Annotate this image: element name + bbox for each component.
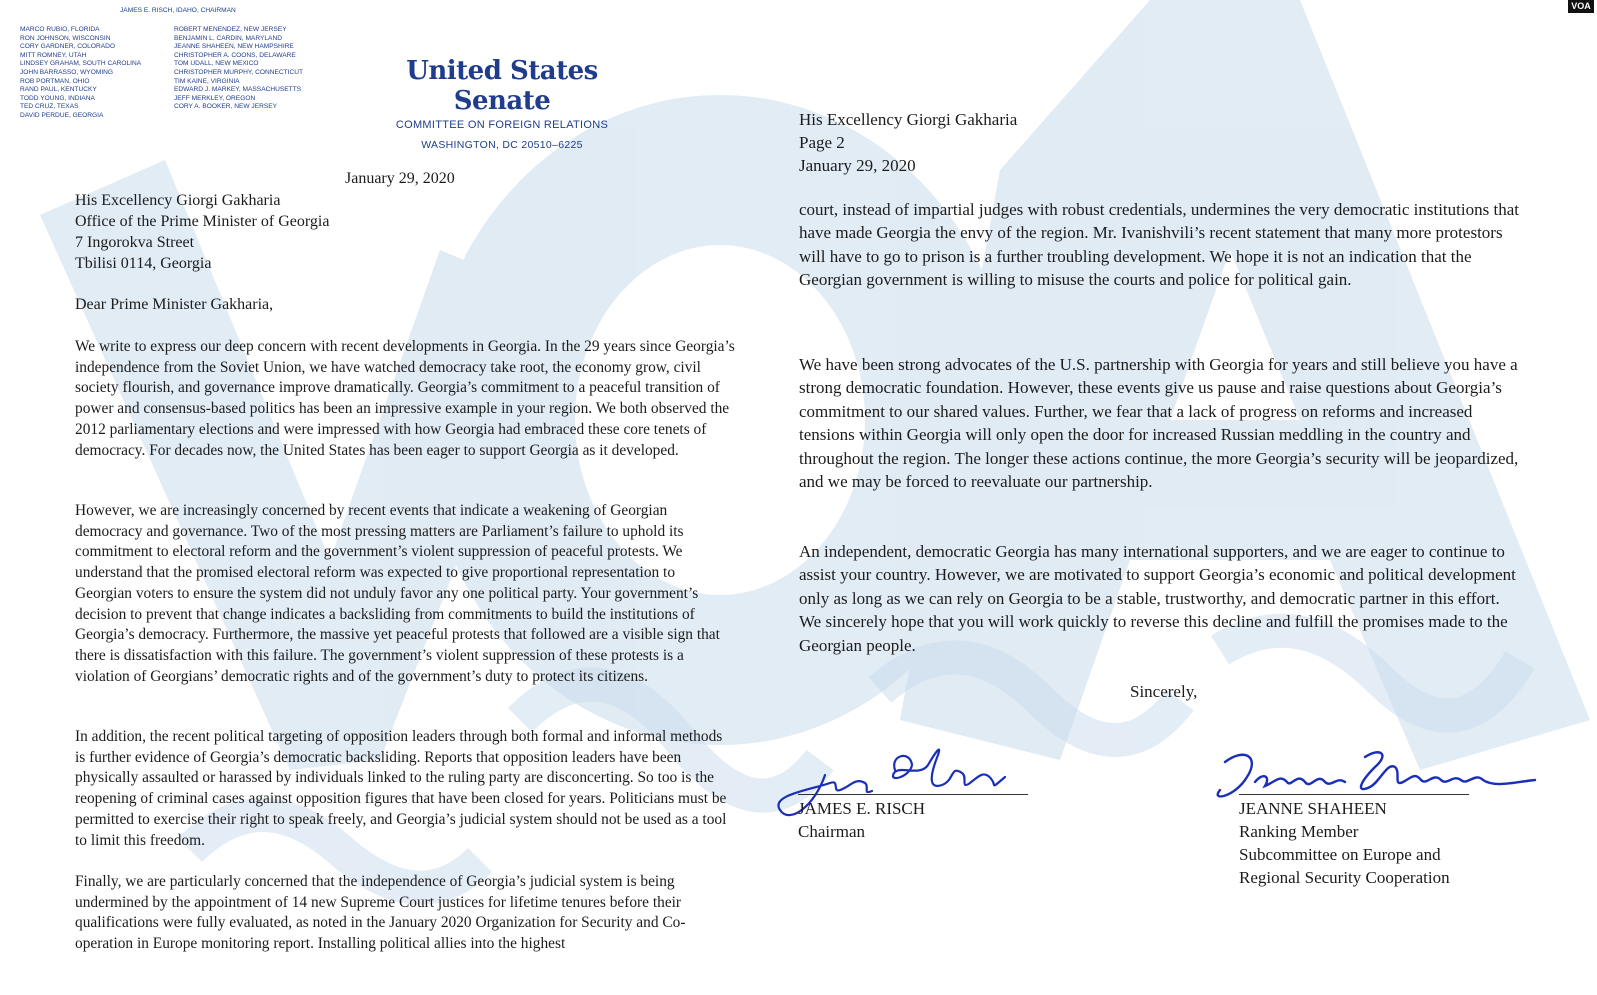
- address-line: 7 Ingorokva Street: [75, 234, 195, 251]
- recipient-address: [75, 190, 329, 274]
- signature-line: [798, 794, 1028, 795]
- letter-page-2: [790, 0, 1597, 995]
- member-name: CHRISTOPHER MURPHY, CONNECTICUT: [174, 68, 304, 76]
- voa-badge: VOA: [1568, 0, 1594, 13]
- header-line: His Excellency Giorgi Gakharia: [799, 110, 1018, 129]
- member-name: DAVID PERDUE, GEORGIA: [20, 111, 104, 119]
- header-line: Page 2: [799, 133, 845, 152]
- member-name: LINDSEY GRAHAM, SOUTH CAROLINA: [20, 60, 142, 68]
- signer-name: JAMES E. RISCH: [798, 799, 926, 818]
- signer-name: JEANNE SHAHEEN: [1239, 799, 1387, 818]
- closing: Sincerely,: [1130, 682, 1198, 701]
- salutation: Dear Prime Minister Gakharia,: [75, 296, 274, 313]
- member-name: TIM KAINE, VIRGINIA: [174, 77, 240, 85]
- body-paragraph: An independent, democratic Georgia has many international supporters, and we are eager to continue to assist your country. However, we are motivated to support Georgia’s economic and political development only as long as we can rely on Georgia to be a stable, trustworthy, and democratic partner in this effort. We sincerely hope that you will work quickly to reverse this decline and fulfill the promises made to the Georgian people.: [799, 542, 1516, 655]
- member-name: CHRISTOPHER A. COONS, DELAWARE: [174, 51, 296, 59]
- body-paragraph: We have been strong advocates of the U.S. partnership with Georgia for years and still believe you have a strong democratic foundation. However, these events give us pause and raise questions about Georgia’s commitment to our shared values. Further, we fear that a lack of progress on reforms and increased tensions within Georgia will only open the door for increased Russian meddling in the country and throughout the region. The longer these actions continue, the more Georgia’s security will be jeopardized, and we may be forced to reevaluate our partnership.: [799, 355, 1519, 492]
- body-paragraph: Finally, we are particularly concerned that the independence of Georgia’s judicial system is being undermined by the appointment of 14 new Supreme Court justices for lifetime tenures before their qualifications were fully evaluated, as noted in the January 2020 Organization for Security and Co-operation in Europe monitoring report. Installing political allies into the highest: [75, 873, 686, 953]
- address-line: Office of the Prime Minister of Georgia: [75, 213, 330, 230]
- address-line: Tbilisi 0114, Georgia: [75, 255, 212, 272]
- signer-title: Ranking Member: [1239, 822, 1359, 841]
- body-paragraph: court, instead of impartial judges with robust credentials, undermines the very democratic institutions that have made Georgia the envy of the region. Mr. Ivanishvili’s recent statement that many more protestors will have to go to prison is a further troubling development. We hope it is not an indication that the Georgian government is willing to misuse the courts and police for political gain.: [799, 200, 1519, 290]
- member-name: RAND PAUL, KENTUCKY: [20, 86, 97, 94]
- body-paragraph: However, we are increasingly concerned by recent events that indicate a weakening of Georgian democracy and governance. Two of the most pressing matters are Parliament’s failure to uphold its commitment to electoral reform and the government’s violent suppression of peaceful protests. We understand that the promised electoral reform was expected to give proportional representation to Georgian voters to ensure the system did not unduly favor any one political party. Your government’s decision to prevent that change indicates a backsliding from commitments to build the institutions of Georgia’s democracy. Furthermore, the massive yet peaceful protests that followed are a visible sign that there is dissatisfaction with this failure. The government’s violent suppression of these protests is a violation of Georgians’ democratic rights and of the government’s duty to protect its citizens.: [75, 502, 720, 685]
- member-name: CORY GARDNER, COLORADO: [20, 43, 116, 51]
- letter-page-1: [0, 0, 790, 995]
- signer-shaheen: [1239, 797, 1450, 889]
- member-name: JEFF MERKLEY, OREGON: [174, 94, 256, 102]
- senate-letterhead: [382, 56, 622, 151]
- signer-risch: [798, 797, 925, 843]
- member-name: RON JOHNSON, WISCONSIN: [20, 34, 111, 42]
- body-paragraph: We write to express our deep concern with recent developments in Georgia. In the 29 years since Georgia’s independence from the Soviet Union, we have watched democracy take root, the economy grow, civil society flourish, and governance improve dramatically. Georgia’s commitment to a peaceful transition of power and consensus-based politics has been an impressive example in your region. We both observed the 2012 parliamentary elections and were impressed with how Georgia had embraced these core tenets of democracy. For decades now, the United States has been eager to support Georgia as it developed.: [75, 338, 735, 459]
- signer-title: Subcommittee on Europe and: [1239, 845, 1441, 864]
- member-name: CORY A. BOOKER, NEW JERSEY: [174, 103, 278, 111]
- member-name: MARCO RUBIO, FLORIDA: [20, 26, 100, 33]
- letter-date: January 29, 2020: [345, 170, 455, 187]
- member-name: JEANNE SHAHEEN, NEW HAMPSHIRE: [174, 43, 294, 51]
- member-name: TED CRUZ, TEXAS: [20, 103, 79, 111]
- member-name: TOM UDALL, NEW MEXICO: [174, 60, 259, 68]
- member-name: TODD YOUNG, INDIANA: [20, 94, 95, 102]
- address-line: His Excellency Giorgi Gakharia: [75, 192, 281, 209]
- continuation-header: [799, 108, 1017, 177]
- signer-title: Regional Security Cooperation: [1239, 868, 1450, 887]
- signer-title: Chairman: [798, 822, 866, 841]
- committee-address: WASHINGTON, DC 20510–6225: [421, 139, 583, 151]
- senate-title: United States Senate: [406, 56, 598, 116]
- body-paragraph: In addition, the recent political targeting of opposition leaders through both formal and informal methods is further evidence of Georgia’s democratic backsliding. Reports that opposition leaders have been physically assaulted or harassed by individuals linked to the ruling party are disconcerting. So too is the reopening of criminal cases against opposition figures that have been closed for years. Politicians must be permitted to exercise their right to speak freely, and Georgia’s judicial system should not be used as a tool to limit this freedom.: [75, 728, 727, 849]
- member-name: MITT ROMNEY, UTAH: [20, 51, 87, 59]
- member-name: JOHN BARRASSO, WYOMING: [20, 68, 114, 76]
- header-line: January 29, 2020: [799, 156, 916, 175]
- member-name: BENJAMIN L. CARDIN, MARYLAND: [174, 34, 282, 42]
- committee-name: COMMITTEE ON FOREIGN RELATIONS: [395, 119, 609, 131]
- member-name: ROB PORTMAN, OHIO: [20, 77, 90, 85]
- letterhead-members-majority: [20, 26, 141, 121]
- letterhead-members-minority: [174, 26, 303, 112]
- letterhead-chairman: JAMES E. RISCH, IDAHO, CHAIRMAN: [120, 7, 236, 14]
- signature-line: [1239, 794, 1469, 795]
- member-name: EDWARD J. MARKEY, MASSACHUSETTS: [174, 86, 302, 94]
- member-name: ROBERT MENENDEZ, NEW JERSEY: [174, 26, 287, 33]
